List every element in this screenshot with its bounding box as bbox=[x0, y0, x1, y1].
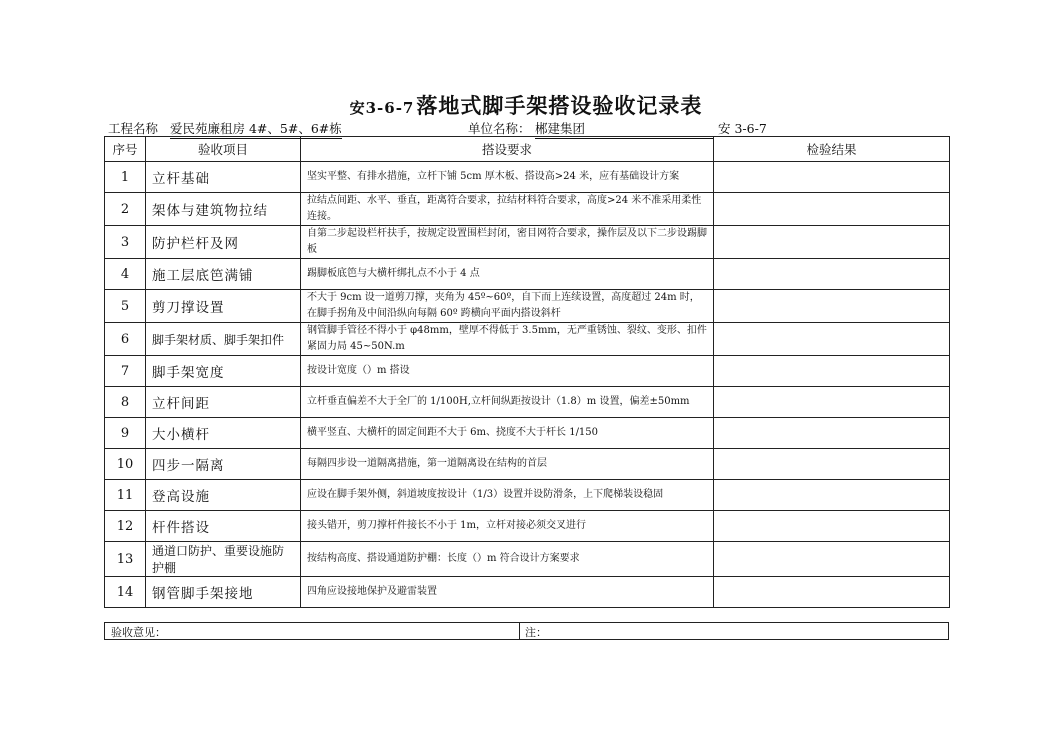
row-item: 施工层底笆满铺 bbox=[146, 259, 301, 290]
table-row bbox=[105, 226, 950, 259]
info-line bbox=[108, 119, 948, 135]
row-no: 12 bbox=[105, 511, 146, 542]
row-item: 杆件搭设 bbox=[146, 511, 301, 542]
row-result bbox=[714, 449, 950, 480]
row-requirement: 每隔四步设一道隔离措施，第一道隔离设在结构的首层 bbox=[301, 449, 714, 480]
row-item: 立杆基础 bbox=[146, 162, 301, 193]
table-row bbox=[105, 259, 950, 290]
table-row bbox=[105, 511, 950, 542]
header-req: 搭设要求 bbox=[301, 137, 714, 162]
table-header-row bbox=[105, 137, 950, 162]
row-item: 钢管脚手架接地 bbox=[146, 577, 301, 608]
table-row bbox=[105, 323, 950, 356]
row-result bbox=[714, 480, 950, 511]
row-requirement: 接头错开，剪刀撑杆件接长不小于 1m，立杆对接必须交叉进行 bbox=[301, 511, 714, 542]
row-item: 大小横杆 bbox=[146, 418, 301, 449]
row-no: 4 bbox=[105, 259, 146, 290]
title-text: 落地式脚手架搭设验收记录表 bbox=[416, 93, 703, 118]
table-row bbox=[105, 290, 950, 323]
row-requirement: 按设计宽度（）m 搭设 bbox=[301, 356, 714, 387]
project-label: 工程名称 bbox=[108, 121, 159, 136]
row-requirement: 立杆垂直偏差不大于全厂的 1/100H,立杆间纵距按设计（1.8）m 设置，偏差±50mm bbox=[301, 387, 714, 418]
table-row bbox=[105, 418, 950, 449]
table-row bbox=[105, 480, 950, 511]
row-requirement: 踢脚板底笆与大横杆绑扎点不小于 4 点 bbox=[301, 259, 714, 290]
table-row bbox=[105, 387, 950, 418]
title-code: 安3-6-7 bbox=[349, 99, 415, 117]
row-no: 13 bbox=[105, 542, 146, 577]
footer-divider bbox=[519, 623, 520, 639]
row-no: 11 bbox=[105, 480, 146, 511]
table-row bbox=[105, 577, 950, 608]
row-no: 1 bbox=[105, 162, 146, 193]
row-no: 9 bbox=[105, 418, 146, 449]
row-result bbox=[714, 290, 950, 323]
row-result bbox=[714, 226, 950, 259]
inspection-table bbox=[104, 136, 950, 608]
page-title bbox=[0, 90, 1052, 120]
row-result bbox=[714, 323, 950, 356]
table-footer bbox=[104, 622, 949, 640]
row-item: 脚手架宽度 bbox=[146, 356, 301, 387]
header-item: 验收项目 bbox=[146, 137, 301, 162]
row-result bbox=[714, 577, 950, 608]
unit-value: 郴建集团 bbox=[535, 119, 713, 139]
row-item: 登高设施 bbox=[146, 480, 301, 511]
row-no: 5 bbox=[105, 290, 146, 323]
header-result: 检验结果 bbox=[714, 137, 950, 162]
project-value: 爱民苑廉租房 4#、5#、6#栋 bbox=[170, 119, 342, 139]
row-result bbox=[714, 259, 950, 290]
row-item: 四步一隔离 bbox=[146, 449, 301, 480]
form-code: 安 3-6-7 bbox=[718, 121, 767, 136]
row-result bbox=[714, 511, 950, 542]
row-requirement: 横平竖直、大横杆的固定间距不大于 6m、挠度不大于杆长 1/150 bbox=[301, 418, 714, 449]
row-no: 14 bbox=[105, 577, 146, 608]
table-row bbox=[105, 449, 950, 480]
row-result bbox=[714, 356, 950, 387]
row-item: 防护栏杆及网 bbox=[146, 226, 301, 259]
row-requirement: 自第二步起设栏杆扶手，按规定设置围栏封闭，密目网符合要求，操作层及以下二步设踢脚板 bbox=[301, 226, 714, 259]
row-no: 2 bbox=[105, 193, 146, 226]
row-requirement: 坚实平整、有排水措施，立杆下铺 5cm 厚木板、搭设高>24 米，应有基础设计方案 bbox=[301, 162, 714, 193]
row-requirement: 四角应设接地保护及避雷装置 bbox=[301, 577, 714, 608]
table-row bbox=[105, 162, 950, 193]
row-requirement: 钢管脚手管径不得小于 φ48mm，壁厚不得低于 3.5mm，无严重锈蚀、裂纹、变形、扣件紧固力局 45~50N.m bbox=[301, 323, 714, 356]
header-no: 序号 bbox=[105, 137, 146, 162]
row-result bbox=[714, 542, 950, 577]
row-item: 通道口防护、重要设施防护棚 bbox=[146, 542, 301, 577]
row-item: 脚手架材质、脚手架扣件 bbox=[146, 323, 301, 356]
row-result bbox=[714, 193, 950, 226]
table-row bbox=[105, 193, 950, 226]
row-item: 剪刀撑设置 bbox=[146, 290, 301, 323]
row-no: 3 bbox=[105, 226, 146, 259]
table-row bbox=[105, 356, 950, 387]
row-requirement: 不大于 9cm 设一道剪刀撑，夹角为 45º~60º，自下而上连续设置，高度超过 24m 时，在脚手拐角及中间沿纵向每隔 60º 跨横向平面内搭设斜杆 bbox=[301, 290, 714, 323]
row-result bbox=[714, 162, 950, 193]
row-item: 架体与建筑物拉结 bbox=[146, 193, 301, 226]
unit-label: 单位名称： bbox=[468, 121, 531, 136]
row-requirement: 拉结点间距、水平、垂直，距离符合要求，拉结材料符合要求，高度>24 米不准采用柔性连接。 bbox=[301, 193, 714, 226]
row-requirement: 应设在脚手架外侧，斜道坡度按设计（1/3）设置并设防滑条，上下爬梯装设稳固 bbox=[301, 480, 714, 511]
row-no: 6 bbox=[105, 323, 146, 356]
row-item: 立杆间距 bbox=[146, 387, 301, 418]
note-label: 注： bbox=[525, 626, 547, 639]
opinion-label: 验收意见： bbox=[111, 626, 166, 639]
table-row bbox=[105, 542, 950, 577]
row-no: 8 bbox=[105, 387, 146, 418]
row-no: 7 bbox=[105, 356, 146, 387]
row-no: 10 bbox=[105, 449, 146, 480]
row-requirement: 按结构高度、搭设通道防护棚：长度（）m 符合设计方案要求 bbox=[301, 542, 714, 577]
row-result bbox=[714, 418, 950, 449]
row-result bbox=[714, 387, 950, 418]
